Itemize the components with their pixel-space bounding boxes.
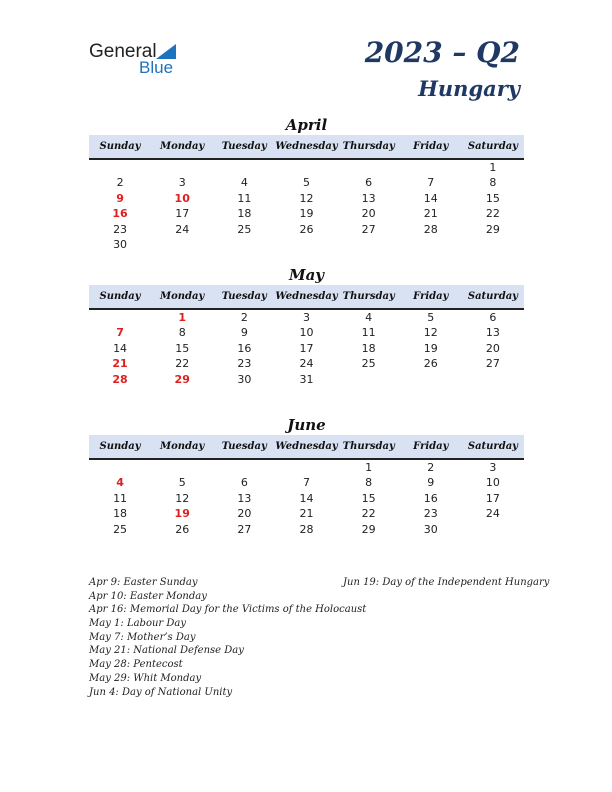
day-cell: 2 bbox=[427, 461, 435, 474]
day-cell: 11 bbox=[113, 491, 128, 505]
weekday-header bbox=[89, 285, 524, 310]
empty-day-cell bbox=[89, 460, 151, 475]
holiday-list-right bbox=[343, 576, 549, 590]
empty-day-cell bbox=[400, 237, 462, 252]
week-row bbox=[89, 191, 524, 206]
weekday-label: Thursday bbox=[342, 441, 395, 452]
weekday-label: Saturday bbox=[467, 441, 518, 452]
logo-flag-icon bbox=[156, 44, 176, 59]
day-cell: 19 bbox=[423, 341, 438, 355]
weekday-label: Monday bbox=[160, 141, 205, 152]
day-cell: 30 bbox=[237, 372, 252, 386]
weekday-label: Thursday bbox=[342, 291, 395, 302]
day-cell: 24 bbox=[485, 507, 500, 521]
weekday-label: Wednesday bbox=[275, 141, 338, 152]
day-cell: 3 bbox=[489, 461, 497, 474]
day-cell: 7 bbox=[302, 476, 310, 490]
day-cell: 5 bbox=[302, 176, 310, 190]
logo-blue-text: Blue bbox=[139, 58, 174, 77]
holiday-list-left bbox=[89, 576, 366, 699]
weekday-label: Wednesday bbox=[275, 441, 338, 452]
day-cell: 6 bbox=[489, 311, 497, 324]
day-cell: 10 bbox=[299, 326, 314, 340]
weekday-label: Tuesday bbox=[221, 141, 267, 152]
holiday-entry: Apr 9: Easter Sunday bbox=[89, 577, 198, 588]
day-cell: 16 bbox=[237, 341, 252, 355]
day-cell: 27 bbox=[485, 357, 500, 371]
weekday-label: Thursday bbox=[342, 141, 395, 152]
day-cell: 10 bbox=[485, 476, 500, 490]
day-cell: 12 bbox=[175, 491, 190, 505]
week-row bbox=[89, 310, 524, 325]
empty-day-cell bbox=[89, 310, 151, 325]
day-cell: 25 bbox=[361, 357, 376, 371]
day-cell: 14 bbox=[113, 341, 128, 355]
weekday-label: Tuesday bbox=[221, 291, 267, 302]
day-cell: 26 bbox=[175, 522, 190, 536]
holiday-entry: May 7: Mother’s Day bbox=[89, 631, 196, 643]
weekday-label: Saturday bbox=[467, 141, 518, 152]
week-row bbox=[89, 522, 524, 537]
month-name: June bbox=[287, 416, 326, 434]
day-cell: 28 bbox=[299, 522, 314, 536]
weekday-header bbox=[89, 135, 524, 160]
day-cell: 21 bbox=[423, 207, 438, 221]
day-cell: 11 bbox=[361, 326, 376, 340]
empty-day-cell bbox=[338, 160, 400, 175]
weekday-label: Sunday bbox=[99, 441, 141, 452]
weekday-label: Monday bbox=[160, 441, 205, 452]
month-name: May bbox=[288, 266, 325, 284]
empty-day-cell bbox=[151, 460, 213, 475]
week-row bbox=[89, 341, 524, 356]
week-row bbox=[89, 222, 524, 237]
day-cell: 7 bbox=[116, 326, 124, 340]
week-row bbox=[89, 372, 524, 387]
day-cell: 2 bbox=[116, 176, 124, 190]
day-cell: 3 bbox=[302, 311, 310, 324]
weekday-label: Monday bbox=[160, 291, 205, 302]
holiday-entry: Apr 16: Memorial Day for the Victims of the Holocaust bbox=[89, 604, 367, 616]
week-row bbox=[89, 325, 524, 340]
day-cell: 26 bbox=[299, 222, 314, 236]
holiday-entry: Jun 19: Day of the Independent Hungary bbox=[343, 577, 550, 588]
week-row bbox=[89, 460, 524, 475]
day-cell: 24 bbox=[299, 357, 314, 371]
day-cell: 20 bbox=[485, 341, 500, 355]
day-cell: 1 bbox=[489, 161, 497, 174]
day-cell: 2 bbox=[240, 311, 248, 324]
week-row bbox=[89, 175, 524, 190]
weekday-label: Sunday bbox=[99, 141, 141, 152]
day-cell: 8 bbox=[178, 326, 186, 340]
day-cell: 8 bbox=[489, 176, 497, 190]
day-cell: 22 bbox=[175, 357, 190, 371]
day-cell: 5 bbox=[178, 476, 186, 490]
day-cell: 10 bbox=[174, 191, 190, 205]
empty-day-cell bbox=[213, 160, 275, 175]
day-cell: 9 bbox=[427, 476, 435, 490]
day-cell: 13 bbox=[361, 191, 376, 205]
day-cell: 6 bbox=[365, 176, 373, 190]
day-cell: 28 bbox=[423, 222, 438, 236]
day-cell: 18 bbox=[361, 341, 376, 355]
day-cell: 8 bbox=[365, 476, 373, 490]
day-cell: 29 bbox=[174, 372, 190, 386]
day-cell: 23 bbox=[237, 357, 252, 371]
day-cell: 19 bbox=[299, 207, 314, 221]
week-row bbox=[89, 206, 524, 221]
day-cell: 20 bbox=[237, 507, 252, 521]
day-cell: 14 bbox=[299, 491, 314, 505]
day-cell: 24 bbox=[175, 222, 190, 236]
day-cell: 4 bbox=[240, 176, 248, 190]
week-row bbox=[89, 237, 524, 252]
weekday-header bbox=[89, 435, 524, 460]
logo bbox=[89, 41, 189, 77]
day-cell: 21 bbox=[299, 507, 314, 521]
day-cell: 12 bbox=[423, 326, 438, 340]
day-cell: 9 bbox=[240, 326, 248, 340]
weekday-label: Friday bbox=[413, 141, 449, 152]
month-may bbox=[89, 265, 524, 387]
day-cell: 15 bbox=[485, 191, 500, 205]
day-cell: 11 bbox=[237, 191, 252, 205]
day-cell: 23 bbox=[113, 222, 128, 236]
holiday-entry: May 21: National Defense Day bbox=[89, 645, 244, 657]
holiday-entry: May 1: Labour Day bbox=[89, 618, 186, 630]
empty-day-cell bbox=[275, 237, 337, 252]
empty-day-cell bbox=[151, 160, 213, 175]
day-cell: 21 bbox=[112, 357, 128, 371]
day-cell: 20 bbox=[361, 207, 376, 221]
month-april bbox=[89, 115, 524, 252]
day-cell: 26 bbox=[423, 357, 438, 371]
holiday-entry: May 29: Whit Monday bbox=[89, 672, 202, 684]
week-row bbox=[89, 475, 524, 490]
day-cell: 1 bbox=[365, 461, 373, 474]
day-cell: 29 bbox=[485, 222, 500, 236]
page-title: 2023 – Q2 bbox=[364, 36, 520, 69]
day-cell: 19 bbox=[174, 507, 190, 521]
day-cell: 27 bbox=[361, 222, 376, 236]
weekday-label: Friday bbox=[413, 441, 449, 452]
day-cell: 15 bbox=[361, 491, 376, 505]
day-cell: 3 bbox=[178, 176, 186, 190]
empty-day-cell bbox=[275, 160, 337, 175]
empty-day-cell bbox=[462, 522, 524, 537]
weekday-label: Saturday bbox=[467, 291, 518, 302]
day-cell: 30 bbox=[423, 522, 438, 536]
day-cell: 17 bbox=[175, 207, 190, 221]
weekday-label: Tuesday bbox=[221, 441, 267, 452]
day-cell: 15 bbox=[175, 341, 190, 355]
day-cell: 17 bbox=[485, 491, 500, 505]
day-cell: 18 bbox=[113, 507, 128, 521]
day-cell: 16 bbox=[112, 207, 128, 221]
day-cell: 22 bbox=[485, 207, 500, 221]
empty-day-cell bbox=[462, 237, 524, 252]
empty-day-cell bbox=[213, 460, 275, 475]
day-cell: 13 bbox=[485, 326, 500, 340]
day-cell: 17 bbox=[299, 341, 314, 355]
holiday-entry: Apr 10: Easter Monday bbox=[89, 590, 207, 602]
holiday-entry: Jun 4: Day of National Unity bbox=[89, 686, 233, 698]
week-row bbox=[89, 356, 524, 371]
day-cell: 14 bbox=[423, 191, 438, 205]
day-cell: 1 bbox=[178, 311, 187, 324]
empty-day-cell bbox=[275, 460, 337, 475]
empty-day-cell bbox=[462, 372, 524, 387]
day-cell: 13 bbox=[237, 491, 252, 505]
day-cell: 7 bbox=[427, 176, 435, 190]
day-cell: 16 bbox=[423, 491, 438, 505]
day-cell: 31 bbox=[299, 372, 314, 386]
weekday-label: Friday bbox=[413, 291, 449, 302]
day-cell: 25 bbox=[237, 222, 252, 236]
day-cell: 30 bbox=[113, 237, 128, 251]
day-cell: 27 bbox=[237, 522, 252, 536]
month-june bbox=[89, 415, 524, 537]
empty-day-cell bbox=[338, 237, 400, 252]
month-name: April bbox=[285, 116, 328, 134]
day-cell: 22 bbox=[361, 507, 376, 521]
day-cell: 28 bbox=[112, 372, 128, 386]
week-row bbox=[89, 506, 524, 521]
day-cell: 12 bbox=[299, 191, 314, 205]
empty-day-cell bbox=[400, 160, 462, 175]
day-cell: 4 bbox=[116, 476, 124, 490]
empty-day-cell bbox=[89, 160, 151, 175]
weekday-label: Sunday bbox=[99, 291, 141, 302]
empty-day-cell bbox=[400, 372, 462, 387]
week-row bbox=[89, 160, 524, 175]
day-cell: 5 bbox=[427, 311, 435, 324]
day-cell: 4 bbox=[365, 311, 373, 324]
day-cell: 9 bbox=[116, 191, 124, 205]
weekday-label: Wednesday bbox=[275, 291, 338, 302]
week-row bbox=[89, 491, 524, 506]
empty-day-cell bbox=[213, 237, 275, 252]
empty-day-cell bbox=[338, 372, 400, 387]
day-cell: 23 bbox=[423, 507, 438, 521]
day-cell: 25 bbox=[113, 522, 128, 536]
day-cell: 18 bbox=[237, 207, 252, 221]
day-cell: 6 bbox=[240, 476, 248, 490]
holiday-entry: May 28: Pentecost bbox=[89, 659, 183, 671]
country-name: Hungary bbox=[418, 76, 520, 101]
day-cell: 29 bbox=[361, 522, 376, 536]
empty-day-cell bbox=[151, 237, 213, 252]
logo-general-text: General bbox=[89, 41, 157, 62]
